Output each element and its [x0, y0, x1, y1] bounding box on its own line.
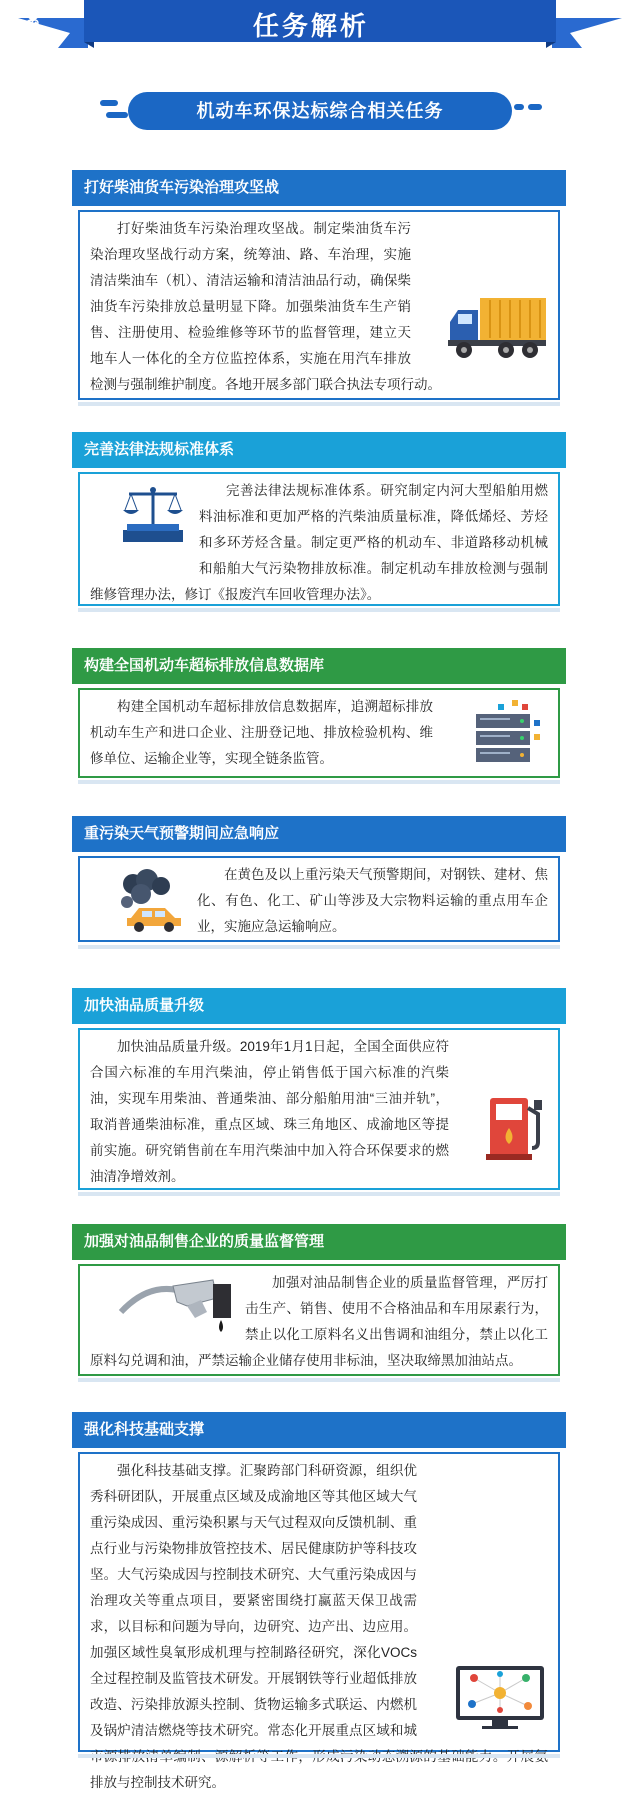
section-card-emergency-response [72, 816, 566, 943]
section-body: 完善法律法规标准体系。研究制定内河大型船舶用燃料油标准和更加严格的汽柴油质量标准，降低烯烃、芳烃和多环芳烃含量。制定更严格的机动车、非道路移动机械和船舶大气污染物排放标准。制定机动车排放检测与强制维修管理办法，修订《报废汽车回收管理办法》。 [90, 483, 548, 602]
section-title: 强化科技基础支撑 [72, 1412, 566, 1448]
scales-icon [90, 484, 189, 557]
truck-icon [419, 292, 548, 371]
subtitle-pill [100, 92, 540, 130]
section-body: 加强对油品制售企业的质量监督管理，严厉打击生产、销售、使用不合格油品和车用尿素行为，禁止以化工原料名义出售调和油组分，禁止以化工原料勾兑调和油，严禁运输企业储存使用非标油，坚决取缔黑加油站点。 [90, 1275, 548, 1368]
server-icon [441, 698, 548, 775]
section-title: 构建全国机动车超标排放信息数据库 [72, 648, 566, 684]
subtitle-text: 机动车环保达标综合相关任务 [128, 92, 512, 130]
section-card-laws-standards [72, 432, 566, 606]
fuel-nozzle-icon [90, 1276, 235, 1345]
section-card-fuel-quality [72, 988, 566, 1190]
section-card-fuel-supervision [72, 1224, 566, 1376]
section-body: 构建全国机动车超标排放信息数据库，追溯超标排放机动车生产和进口企业、注册登记地、排放检验机构、维修单位、运输企业等，实现全链条监管。 [90, 699, 433, 766]
section-title: 完善法律法规标准体系 [72, 432, 566, 468]
section-body: 加快油品质量升级。2019年1月1日起，全国全面供应符合国六标准的车用汽柴油，停止销售低于国六标准的汽柴油，实现车用柴油、普通柴油、部分船舶用油“三油并轨”，取消普通柴油标准，重点区域、珠三角地区、成渝地区等提前实施。研究销售前在车用汽柴油中加入符合环保要求的燃油清净增效剂。 [90, 1039, 449, 1184]
section-body: 强化科技基础支撑。汇聚跨部门科研资源，组织优秀科研团队，开展重点区域及成渝地区等其他区域大气重污染成因、重污染积累与天气过程双向反馈机制、重点行业与污染物排放管控技术、居民健康防护等科技攻坚。大气污染成因与控制技术研究、大气重污染成因与治理攻关等重点项目，要紧密围绕打赢蓝天保卫战需求，以目标和问题为导向，边研究、边产出、边应用。加强区域性臭氧形成机理与控制路径研究，深化VOCs全过程控制及监管技术研发。开展钢铁等行业超低排放改造、污染排放源头控制、货物运输多式联运、内燃机及锅炉清洁燃烧等技术研究。常态化开展重点区域和城 排放与控制技术研究。 [90, 1463, 417, 1790]
smog-car-icon [90, 868, 187, 943]
section-title: 打好柴油货车污染治理攻坚战 [72, 170, 566, 206]
section-body: 打好柴油货车污染治理攻坚战。制定柴油货车污染治理攻坚战行动方案，统筹油、路、车治理，实施清洁柴油车（机）、清洁运输和清洁油品行动，确保柴油货车污染排放总量明显下降。加强柴油货车生产销售、注册使用、检验维修等环节的监督管理，建立天地车人一体化的全方位监控体系，实施在用汽车排放检测与强制维护制度。各地开展多部门联合执法专项行动。 [90, 221, 441, 392]
section-card-science-support [72, 1412, 566, 1790]
network-monitor-icon [425, 1664, 548, 1739]
section-card-emission-database [72, 648, 566, 778]
page-title: 任务解析 [252, 11, 369, 41]
section-title: 重污染天气预警期间应急响应 [72, 816, 566, 852]
section-body: 在黄色及以上重污染天气预警期间，对钢铁、建材、焦化、有色、化工、矿山等涉及大宗物料运输的重点用车企业，实施应急运输响应。 [197, 867, 548, 934]
section-card-diesel-trucks [72, 170, 566, 400]
section-title: 加强对油品制售企业的质量监督管理 [72, 1224, 566, 1260]
top-banner [18, 0, 622, 48]
section-title: 加快油品质量升级 [72, 988, 566, 1024]
fuel-pump-icon [457, 1090, 548, 1171]
